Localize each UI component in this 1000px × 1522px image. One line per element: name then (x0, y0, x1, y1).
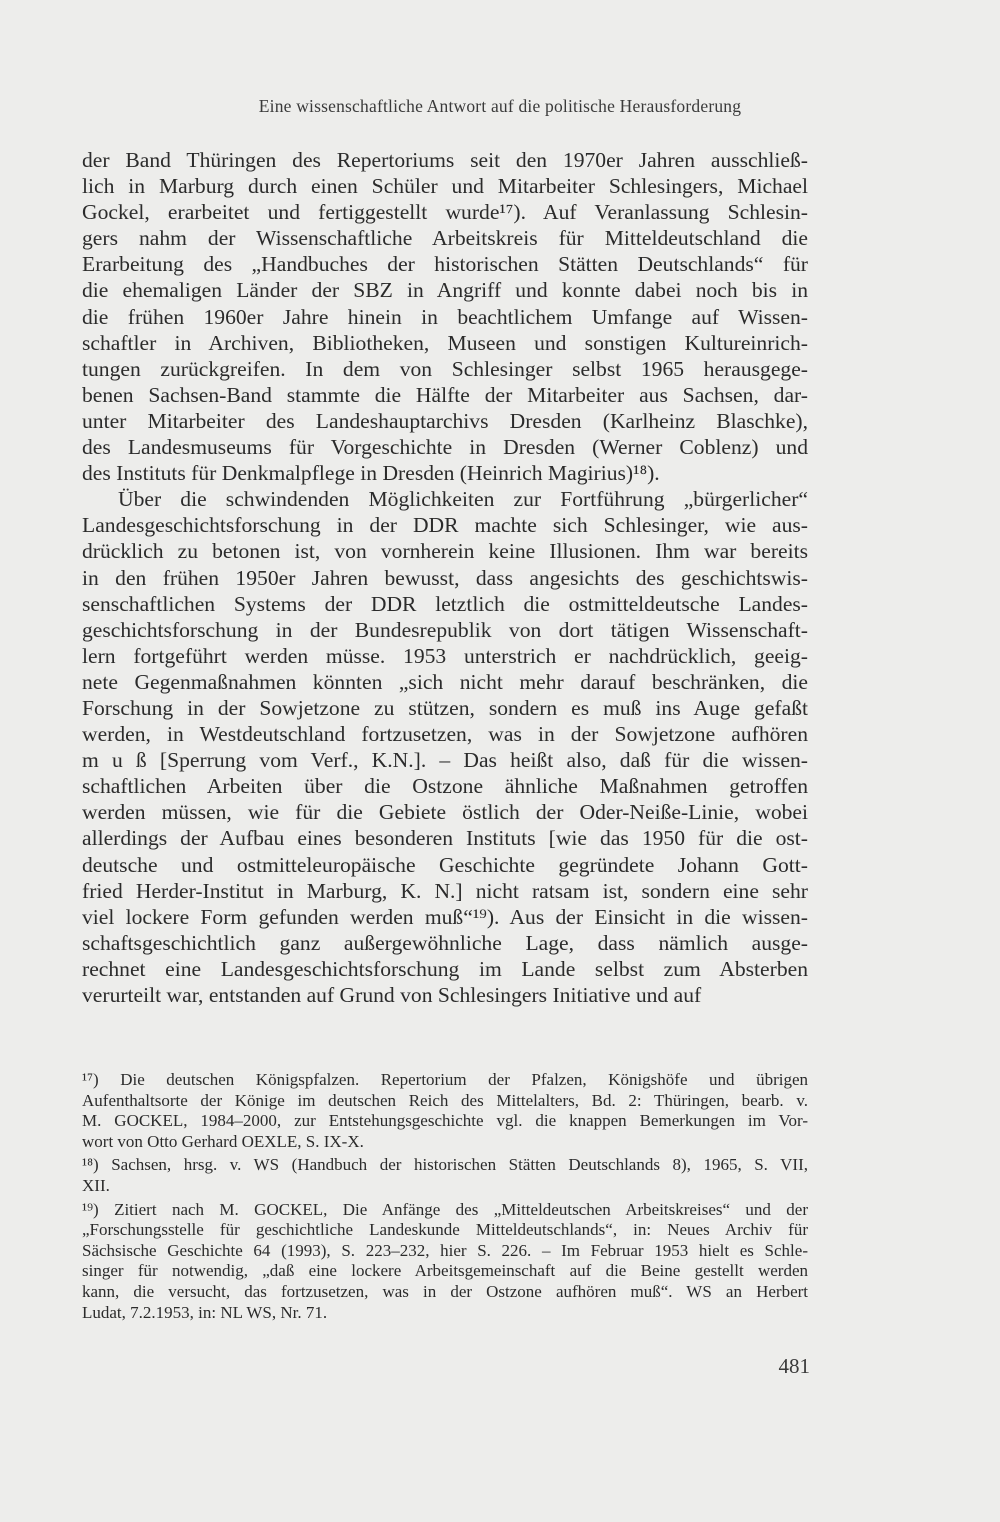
body-line: lich in Marburg durch einen Schüler und Mitarbeiter Schlesingers, Michael (82, 174, 808, 199)
footnote-line: Sächsische Geschichte 64 (1993), S. 223–232, hier S. 226. – Im Februar 1953 hielt es Schle- (82, 1240, 808, 1260)
body-line: werden müssen, wie für die Gebiete östlich der Oder-Neiße-Linie, wobei (82, 800, 808, 825)
body-line: fried Herder-Institut in Marburg, K. N.] nicht ratsam ist, sondern eine sehr (82, 878, 808, 903)
footnote-line: kann, die versucht, das fortzusetzen, was in der Ostzone aufhören muß“. WS an Herbert (82, 1281, 808, 1301)
body-line: unter Mitarbeiter des Landeshauptarchivs Dresden (Karlheinz Blaschke), (82, 408, 808, 433)
footnote-line: ¹⁷) Die deutschen Königspfalzen. Repertorium der Pfalzen, Königshöfe und übrigen (82, 1070, 808, 1089)
body-line: viel lockere Form gefunden werden muß“¹⁹). Aus der Einsicht in die wissen- (82, 904, 808, 929)
body-text (82, 147, 808, 1008)
body-line: Landesgeschichtsforschung in der DDR machte sich Schlesinger, wie aus- (82, 513, 808, 538)
body-line: die frühen 1960er Jahre hinein in beachtlichem Umfange auf Wissen- (82, 304, 808, 329)
footnote-line: M. GOCKEL, 1984–2000, zur Entstehungsgeschichte vgl. die knappen Bemerkungen im Vor- (82, 1111, 808, 1131)
body-line: allerdings der Aufbau eines besonderen Instituts [wie das 1950 für die ost- (82, 826, 808, 851)
body-line: Über die schwindenden Möglichkeiten zur Fortführung „bürgerlicher“ (118, 487, 808, 512)
body-line: des Landesmuseums für Vorgeschichte in Dresden (Werner Coblenz) und (82, 435, 808, 460)
footnote (82, 1070, 808, 1152)
footnote-line: ¹⁸) Sachsen, hrsg. v. WS (Handbuch der historischen Stätten Deutschlands 8), 1965, S. VII, (82, 1155, 808, 1175)
body-line: m u ß [Sperrung vom Verf., K.N.]. – Das heißt also, daß für die wissen- (82, 748, 808, 773)
body-line: drücklich zu betonen ist, von vornherein keine Illusionen. Ihm war bereits (82, 539, 808, 564)
body-line: gers nahm der Wissenschaftliche Arbeitskreis für Mitteldeutschland die (82, 226, 808, 251)
body-line: rechnet eine Landesgeschichtsforschung im Lande selbst zum Absterben (82, 956, 808, 981)
body-line: schaftsgeschichtlich ganz außergewöhnliche Lage, dass nämlich ausge- (82, 930, 808, 955)
body-line: verurteilt war, entstanden auf Grund von Schlesingers Initiative und auf (82, 983, 702, 1007)
footnote (82, 1155, 808, 1196)
footnote-line: Aufenthaltsorte der Könige im deutschen Reich des Mittelalters, Bd. 2: Thüringen, bearb. v. (82, 1090, 808, 1110)
footnote-line: wort von Otto Gerhard OEXLE, S. IX-X. (82, 1131, 364, 1151)
body-line: werden, in Westdeutschland fortzusetzen, was in der Sowjetzone aufhören (82, 722, 808, 747)
body-line: schaftler in Archiven, Bibliotheken, Museen und sonstigen Kultureinrich- (82, 330, 808, 355)
body-line: Forschung in der Sowjetzone zu stützen, sondern es muß ins Auge gefaßt (82, 695, 808, 720)
body-line: lern fortgeführt werden müsse. 1953 unterstrich er nachdrücklich, geeig- (82, 643, 808, 668)
body-line: in den frühen 1950er Jahren bewusst, dass angesichts des geschichtswis- (82, 565, 808, 590)
running-head: Eine wissenschaftliche Antwort auf die politische Herausforderung (258, 96, 742, 116)
body-line: nete Gegenmaßnahmen könnten „sich nicht mehr darauf beschränken, die (82, 669, 808, 694)
body-line: des Instituts für Denkmalpflege in Dresden (Heinrich Magirius)¹⁸). (82, 461, 660, 486)
body-line: geschichtsforschung in der Bundesrepublik von dort tätigen Wissenschaft- (82, 617, 808, 642)
body-line: tungen zurückgreifen. In dem von Schlesinger selbst 1965 herausgege- (82, 356, 808, 381)
footnote (82, 1200, 808, 1324)
page-number: 481 (778, 1354, 810, 1378)
body-line: Gockel, erarbeitet und fertiggestellt wurde¹⁷). Auf Veranlassung Schlesin- (82, 200, 808, 225)
body-line: Erarbeitung des „Handbuches der historischen Stätten Deutschlands“ für (82, 252, 808, 277)
body-line: deutsche und ostmitteleuropäische Geschichte gegründete Johann Gott- (82, 852, 808, 877)
body-line: der Band Thüringen des Repertoriums seit den 1970er Jahren ausschließ- (82, 148, 808, 172)
footnote-line: singer für notwendig, „daß eine lockere Arbeitsgemeinschaft auf die Beine gestellt werden (82, 1261, 808, 1281)
body-line: benen Sachsen-Band stammte die Hälfte der Mitarbeiter aus Sachsen, dar- (82, 382, 808, 407)
body-line: senschaftlichen Systems der DDR letztlich die ostmitteldeutsche Landes- (82, 591, 808, 616)
footnote-line: ¹⁹) Zitiert nach M. GOCKEL, Die Anfänge des „Mitteldeutschen Arbeitskreises“ und der (82, 1199, 808, 1219)
footnote-line: XII. (82, 1175, 110, 1195)
body-line: schaftlichen Arbeiten über die Ostzone ähnliche Maßnahmen getroffen (82, 774, 808, 799)
footnote-line: Ludat, 7.2.1953, in: NL WS, Nr. 71. (82, 1302, 328, 1322)
body-line: die ehemaligen Länder der SBZ in Angriff und konnte dabei noch bis in (82, 278, 808, 303)
footnote-line: „Forschungsstelle für geschichtliche Landeskunde Mitteldeutschlands“, in: Neues Archiv für (82, 1220, 808, 1240)
footnotes (82, 1070, 808, 1323)
